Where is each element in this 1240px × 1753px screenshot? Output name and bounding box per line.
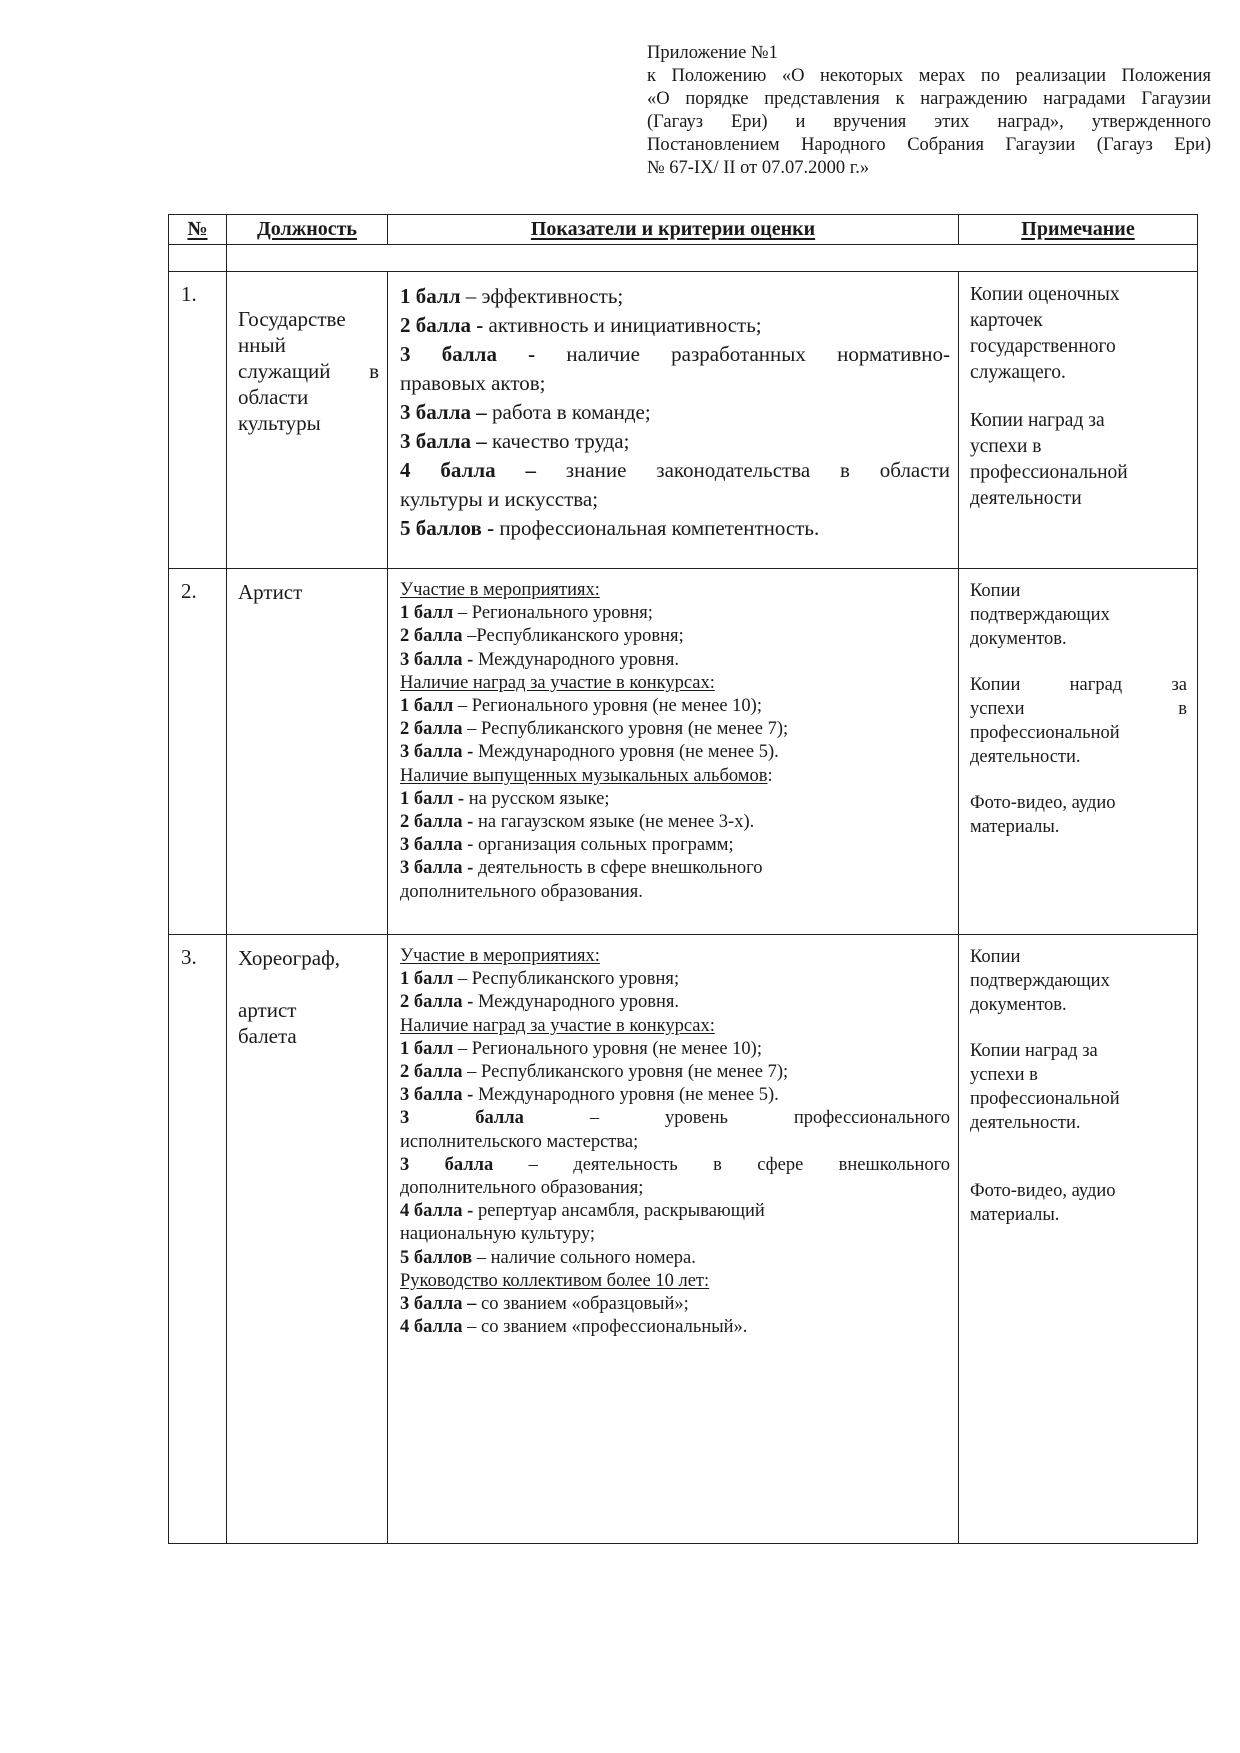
criteria-section-heading	[400, 1015, 950, 1038]
score-label: 4 балла –	[400, 458, 536, 482]
note-line: деятельности.	[970, 747, 1081, 767]
score-label: 2 балла	[400, 719, 463, 740]
criteria-item	[400, 788, 950, 811]
criteria-text: на русском языке;	[464, 788, 610, 809]
appendix-title: Приложение №1	[647, 43, 778, 63]
score-label: 2 балла	[400, 1062, 463, 1083]
criteria-item	[400, 811, 950, 834]
score-label: 3 балла –	[400, 400, 487, 424]
row-position	[227, 569, 388, 935]
criteria-item	[400, 718, 950, 741]
note-line: Копии оценочных	[970, 284, 1120, 305]
criteria-text: со званием «образцовый»;	[476, 1294, 689, 1315]
note-line: карточек	[970, 310, 1043, 331]
score-label: 4 балла -	[400, 1201, 474, 1222]
note-line: Фото-видео, аудио	[970, 1181, 1116, 1201]
criteria-item	[400, 1084, 950, 1107]
criteria-item	[400, 741, 950, 764]
criteria-item	[400, 1131, 950, 1154]
position-line: служащий в	[238, 359, 379, 383]
criteria-item	[400, 427, 950, 456]
criteria-text: – Регионального уровня (не менее 10);	[453, 1038, 762, 1059]
criteria-text: национальную культуру;	[400, 1224, 596, 1245]
score-label: 5 баллов	[400, 1247, 473, 1268]
appendix-heading	[647, 42, 1211, 180]
position-line: артист	[238, 998, 297, 1022]
criteria-text: –Республиканского уровня;	[462, 626, 684, 647]
position-line: нный	[238, 333, 286, 357]
score-label: 3 балла	[400, 835, 463, 856]
score-label: 1 балл	[400, 1038, 454, 1059]
criteria-text: – Республиканского уровня (не менее 7);	[462, 719, 789, 740]
section-heading-text: Руководство коллективом более 10 лет:	[400, 1270, 710, 1291]
note-line: Копии наград за	[970, 675, 1187, 695]
note-line: успехи в	[970, 1065, 1038, 1085]
note-gap	[970, 1135, 1187, 1157]
position-line: культуры	[238, 411, 321, 435]
row-criteria	[388, 935, 959, 1544]
score-label: 1 балл	[400, 284, 461, 308]
criteria-text: - организация сольных программ;	[462, 835, 734, 856]
criteria-item	[400, 625, 950, 648]
appendix-line: (Гагауз Ери) и вручения этих наград», утвержденного	[647, 112, 1211, 132]
note-line: подтверждающих	[970, 971, 1110, 991]
position-line: Государстве	[238, 307, 346, 331]
criteria-item	[400, 857, 950, 880]
header-position: Должность	[227, 215, 388, 245]
position-line: балета	[238, 1024, 297, 1048]
note-line: профессиональной	[970, 1089, 1120, 1109]
score-label: 3 балла -	[400, 1085, 474, 1106]
note-line: государственного	[970, 336, 1116, 357]
note-line: служащего.	[970, 362, 1066, 383]
criteria-item	[400, 834, 950, 857]
criteria-item	[400, 340, 950, 369]
criteria-item	[400, 1107, 950, 1130]
row-note	[959, 935, 1198, 1544]
row-note	[959, 569, 1198, 935]
criteria-text: профессиональная компетентность.	[494, 516, 820, 540]
criteria-item	[400, 1293, 950, 1316]
note-gap	[970, 386, 1187, 408]
criteria-text: наличие разработанных нормативно-	[535, 342, 950, 366]
appendix-line: № 67-IX/ II от 07.07.2000 г.»	[647, 158, 870, 178]
row-position	[227, 935, 388, 1544]
note-line: Фото-видео, аудио	[970, 793, 1116, 813]
section-heading-text: Наличие наград за участие в конкурсах:	[400, 672, 715, 693]
criteria-text: репертуар ансамбля, раскрывающий	[473, 1201, 765, 1222]
score-label: 5 баллов -	[400, 516, 495, 540]
criteria-text: Международного уровня.	[473, 649, 679, 670]
criteria-text: активность и инициативность;	[483, 313, 762, 337]
criteria-text: – наличие сольного номера.	[472, 1247, 696, 1268]
note-line: документов.	[970, 995, 1067, 1015]
criteria-item	[400, 1316, 950, 1339]
criteria-text: :	[767, 765, 773, 786]
criteria-section-heading	[400, 672, 950, 695]
note-line: материалы.	[970, 817, 1060, 837]
header-criteria: Показатели и критерии оценки	[388, 215, 959, 245]
score-label: 3 балла -	[400, 742, 474, 763]
score-label: 3 балла -	[400, 649, 474, 670]
note-line: Копии наград за	[970, 410, 1105, 431]
header-number: №	[169, 215, 227, 245]
criteria-item	[400, 1177, 950, 1200]
criteria-text: – уровень профессионального	[523, 1108, 951, 1129]
row-position	[227, 272, 388, 569]
criteria-text: дополнительного образования.	[400, 881, 643, 902]
score-label: 3 балла	[400, 1108, 524, 1129]
table-row	[169, 935, 1198, 1544]
criteria-text: правовых актов;	[400, 371, 546, 395]
note-gap	[970, 1017, 1187, 1039]
score-label: 2 балла -	[400, 313, 484, 337]
note-line: деятельности.	[970, 1113, 1081, 1133]
spacer-cell	[169, 245, 227, 272]
score-label: 1 балл	[400, 969, 454, 990]
criteria-text: на гагаузском языке (не менее 3-х).	[473, 812, 755, 833]
criteria-item	[400, 1154, 950, 1177]
criteria-text: качество труда;	[486, 429, 630, 453]
criteria-text: – деятельность в сфере внешкольного	[493, 1154, 950, 1175]
criteria-text: – Регионального уровня;	[453, 603, 653, 624]
position-line: области	[238, 385, 309, 409]
table-row	[169, 569, 1198, 935]
score-label: 3 балла –	[400, 1294, 477, 1315]
note-gap	[970, 769, 1187, 791]
criteria-item	[400, 456, 950, 485]
note-line: материалы.	[970, 1205, 1060, 1225]
criteria-item	[400, 1038, 950, 1061]
criteria-item	[400, 514, 950, 543]
criteria-text: знание законодательства в области	[535, 458, 950, 482]
appendix-line: Постановлением Народного Собрания Гагаузии (Гагауз Ери)	[647, 135, 1211, 155]
criteria-item	[400, 369, 950, 398]
note-line: успехи в	[970, 699, 1187, 719]
note-line: Копии	[970, 581, 1021, 601]
score-label: 1 балл -	[400, 788, 465, 809]
note-gap	[970, 1157, 1187, 1179]
criteria-section-heading	[400, 579, 950, 602]
criteria-item	[400, 1200, 950, 1223]
section-heading-text: Наличие выпущенных музыкальных альбомов	[400, 765, 768, 786]
header-note: Примечание	[959, 215, 1198, 245]
criteria-text: – Регионального уровня (не менее 10);	[453, 696, 762, 717]
score-label: 3 балла -	[400, 858, 474, 879]
table-header-row	[169, 215, 1198, 245]
score-label: 2 балла -	[400, 812, 474, 833]
note-line: документов.	[970, 629, 1067, 649]
note-line: деятельности	[970, 488, 1082, 509]
appendix-line: «О порядке представления к награждению наградами Гагаузии	[647, 89, 1211, 109]
section-heading-text: Участие в мероприятиях:	[400, 580, 600, 600]
section-heading-text: Наличие наград за участие в конкурсах:	[400, 1015, 715, 1036]
criteria-text: – Республиканского уровня (не менее 7);	[462, 1062, 789, 1083]
criteria-item	[400, 695, 950, 718]
criteria-item	[400, 1223, 950, 1246]
criteria-section-heading	[400, 945, 950, 968]
note-line: Копии	[970, 947, 1021, 967]
score-label: 3 балла –	[400, 429, 487, 453]
score-label: 3 балла -	[400, 342, 536, 366]
row-number: 1.	[169, 272, 227, 569]
criteria-item	[400, 1247, 950, 1270]
position-gap	[238, 971, 379, 997]
criteria-item	[400, 398, 950, 427]
criteria-text: – эффективность;	[460, 284, 624, 308]
table-row	[169, 272, 1198, 569]
note-line: профессиональной	[970, 723, 1120, 743]
row-criteria	[388, 272, 959, 569]
criteria-text: культуры и искусства;	[400, 487, 599, 511]
criteria-section-heading	[400, 1270, 950, 1293]
criteria-text: дополнительного образования;	[400, 1178, 644, 1199]
score-label: 2 балла	[400, 626, 463, 647]
criteria-item	[400, 881, 950, 904]
criteria-text: Международного уровня (не менее 5).	[473, 1085, 779, 1106]
row-note	[959, 272, 1198, 569]
note-line: подтверждающих	[970, 605, 1110, 625]
criteria-table	[168, 214, 1198, 1544]
criteria-text: Международного уровня.	[473, 992, 679, 1013]
spacer-cell	[227, 245, 1198, 272]
appendix-line: к Положению «О некоторых мерах по реализации Положения	[647, 66, 1211, 86]
criteria-item	[400, 282, 950, 311]
criteria-item	[400, 649, 950, 672]
table-spacer-row	[169, 245, 1198, 272]
score-label: 3 балла	[400, 1154, 494, 1175]
note-line: профессиональной	[970, 462, 1128, 483]
score-label: 2 балла -	[400, 992, 474, 1013]
criteria-item	[400, 1061, 950, 1084]
criteria-text: исполнительского мастерства;	[400, 1131, 639, 1152]
criteria-text: деятельность в сфере внешкольного	[473, 858, 763, 879]
note-gap	[970, 651, 1187, 673]
criteria-text: – Республиканского уровня;	[453, 969, 680, 990]
note-line: успехи в	[970, 436, 1042, 457]
criteria-item	[400, 311, 950, 340]
score-label: 1 балл	[400, 603, 454, 624]
position-line: Артист	[238, 580, 303, 604]
section-heading-text: Участие в мероприятиях:	[400, 946, 600, 966]
score-label: 1 балл	[400, 696, 454, 717]
row-number: 2.	[169, 569, 227, 935]
note-line: Копии наград за	[970, 1041, 1098, 1061]
criteria-item	[400, 991, 950, 1014]
criteria-text: работа в команде;	[486, 400, 651, 424]
position-line: Хореограф,	[238, 946, 340, 970]
criteria-item	[400, 602, 950, 625]
criteria-section-heading	[400, 765, 950, 788]
row-number: 3.	[169, 935, 227, 1544]
criteria-text: – со званием «профессиональный».	[462, 1317, 748, 1338]
score-label: 4 балла	[400, 1317, 463, 1338]
criteria-item	[400, 485, 950, 514]
row-criteria	[388, 569, 959, 935]
criteria-text: Международного уровня (не менее 5).	[473, 742, 779, 763]
criteria-item	[400, 968, 950, 991]
